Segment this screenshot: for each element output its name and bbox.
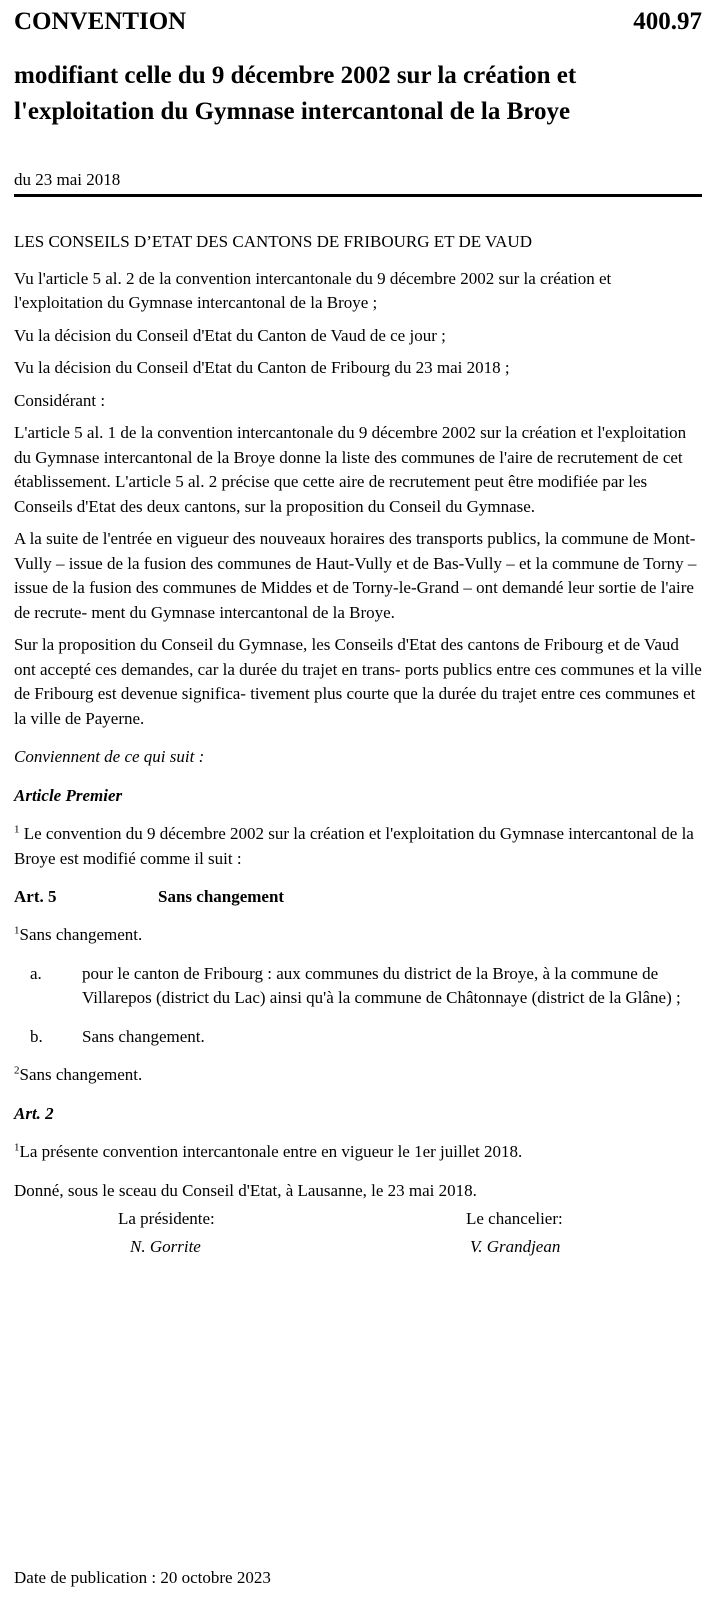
art5-title: Sans changement [158,887,285,906]
art5-alinea-1 [14,923,702,948]
header-row [14,8,702,42]
document-title [14,58,704,130]
alinea-text: Sans changement. [19,1065,143,1084]
list-item-b [14,1025,702,1050]
vu-paragraph-3: Vu la décision du Conseil d'Etat du Canton de Fribourg du 23 mai 2018 ; [14,358,510,377]
document-number: 400.97 [633,8,702,35]
article-premier-heading: Article Premier [14,785,123,805]
title-line-2: l'exploitation du Gymnase intercantonal de la Broye [14,98,571,125]
header-divider [14,194,702,197]
signature-roles [14,1207,702,1235]
article-premier-text [14,822,702,871]
alinea-number: 1 [14,1141,20,1154]
publication-date: Date de publication : 20 octobre 2023 [14,1568,271,1587]
art5-number: Art. 5 [14,887,57,906]
alinea-number: 1 [14,924,20,937]
list-item-a [14,962,702,1011]
document-date: du 23 mai 2018 [14,170,121,189]
art2-heading: Art. 2 [14,1103,54,1123]
alinea-text: Le convention du 9 décembre 2002 sur la création et l'exploitation du Gymnase intercantonal de la Broye est modifié comme il suit : [14,824,694,868]
alinea-text: Sans changement. [19,925,143,944]
donne-statement: Donné, sous le sceau du Conseil d'Etat, à Lausanne, le 23 mai 2018. [14,1180,477,1200]
considerant-label: Considérant : [14,390,106,410]
document-body [14,230,702,1263]
alinea-text: La présente convention intercantonale entre en vigueur le 1er juillet 2018. [19,1142,523,1161]
councils-heading: LES CONSEILS D’ETAT DES CANTONS DE FRIBOURG ET DE VAUD [14,232,532,251]
alinea-number: 1 [14,823,20,836]
alinea-number: 2 [14,1064,20,1077]
considerant-paragraph-3: Sur la proposition du Conseil du Gymnase, les Conseils d'Etat des cantons de Fribourg et de Vaud ont accepté ces demandes, car la durée du trajet en trans- ports publics entre ces communes et la ville de Fribourg est devenue significa- tivement plus courte que la durée du trajet entre ces communes et la ville de Payerne. [14,635,702,728]
considerant-paragraph-2: A la suite de l'entrée en vigueur des nouveaux horaires des transports publics, la commune de Mont-Vully – issue de la fusion des communes de Haut-Vully et de Bas-Vully – et la commune de Torny – issue de la fusion des communes de Middes et de Torny-le-Grand – ont demandé leur sortie de l'aire de recrute- ment du Gymnase intercantonal de la Broye. [14,529,697,622]
president-role: La présidente: [118,1209,215,1228]
list-item-text: Sans changement. [82,1026,205,1046]
considerant-paragraph-1: L'article 5 al. 1 de la convention intercantonale du 9 décembre 2002 sur la création et l'exploitation du Gymnase intercantonal de la Broye donne la liste des communes de l'aire de recrutement de cet établissement. L'article 5 al. 2 précise que cette aire de recrutement peut être modifiée par les Conseils d'Etat des deux cantons, sur la proposition du Conseil du Gymnase. [14,423,687,516]
list-item-text: pour le canton de Fribourg : aux communes du district de la Broye, à la commune de Villarepos (district du Lac) ainsi qu'à la commune de Châtonnaye (district de la Glâne) ; [82,963,681,1007]
document-type: CONVENTION [14,8,187,35]
list-item-letter: a. [30,963,42,983]
art5-alinea-2 [14,1063,702,1088]
art5-heading [14,885,702,909]
title-line-1: modifiant celle du 9 décembre 2002 sur la création et [14,62,577,89]
chancellor-name: V. Grandjean [470,1237,561,1256]
art2-text [14,1140,702,1165]
vu-paragraph-2: Vu la décision du Conseil d'Etat du Canton de Vaud de ce jour ; [14,325,446,345]
chancellor-role: Le chancelier: [466,1209,563,1228]
vu-paragraph-1: Vu l'article 5 al. 2 de la convention intercantonale du 9 décembre 2002 sur la création et l'exploitation du Gymnase intercantonal de la Broye ; [14,268,612,312]
conviennent-label: Conviennent de ce qui suit : [14,747,205,766]
signature-names [14,1235,702,1263]
president-name: N. Gorrite [130,1237,201,1256]
list-item-letter: b. [30,1026,43,1046]
